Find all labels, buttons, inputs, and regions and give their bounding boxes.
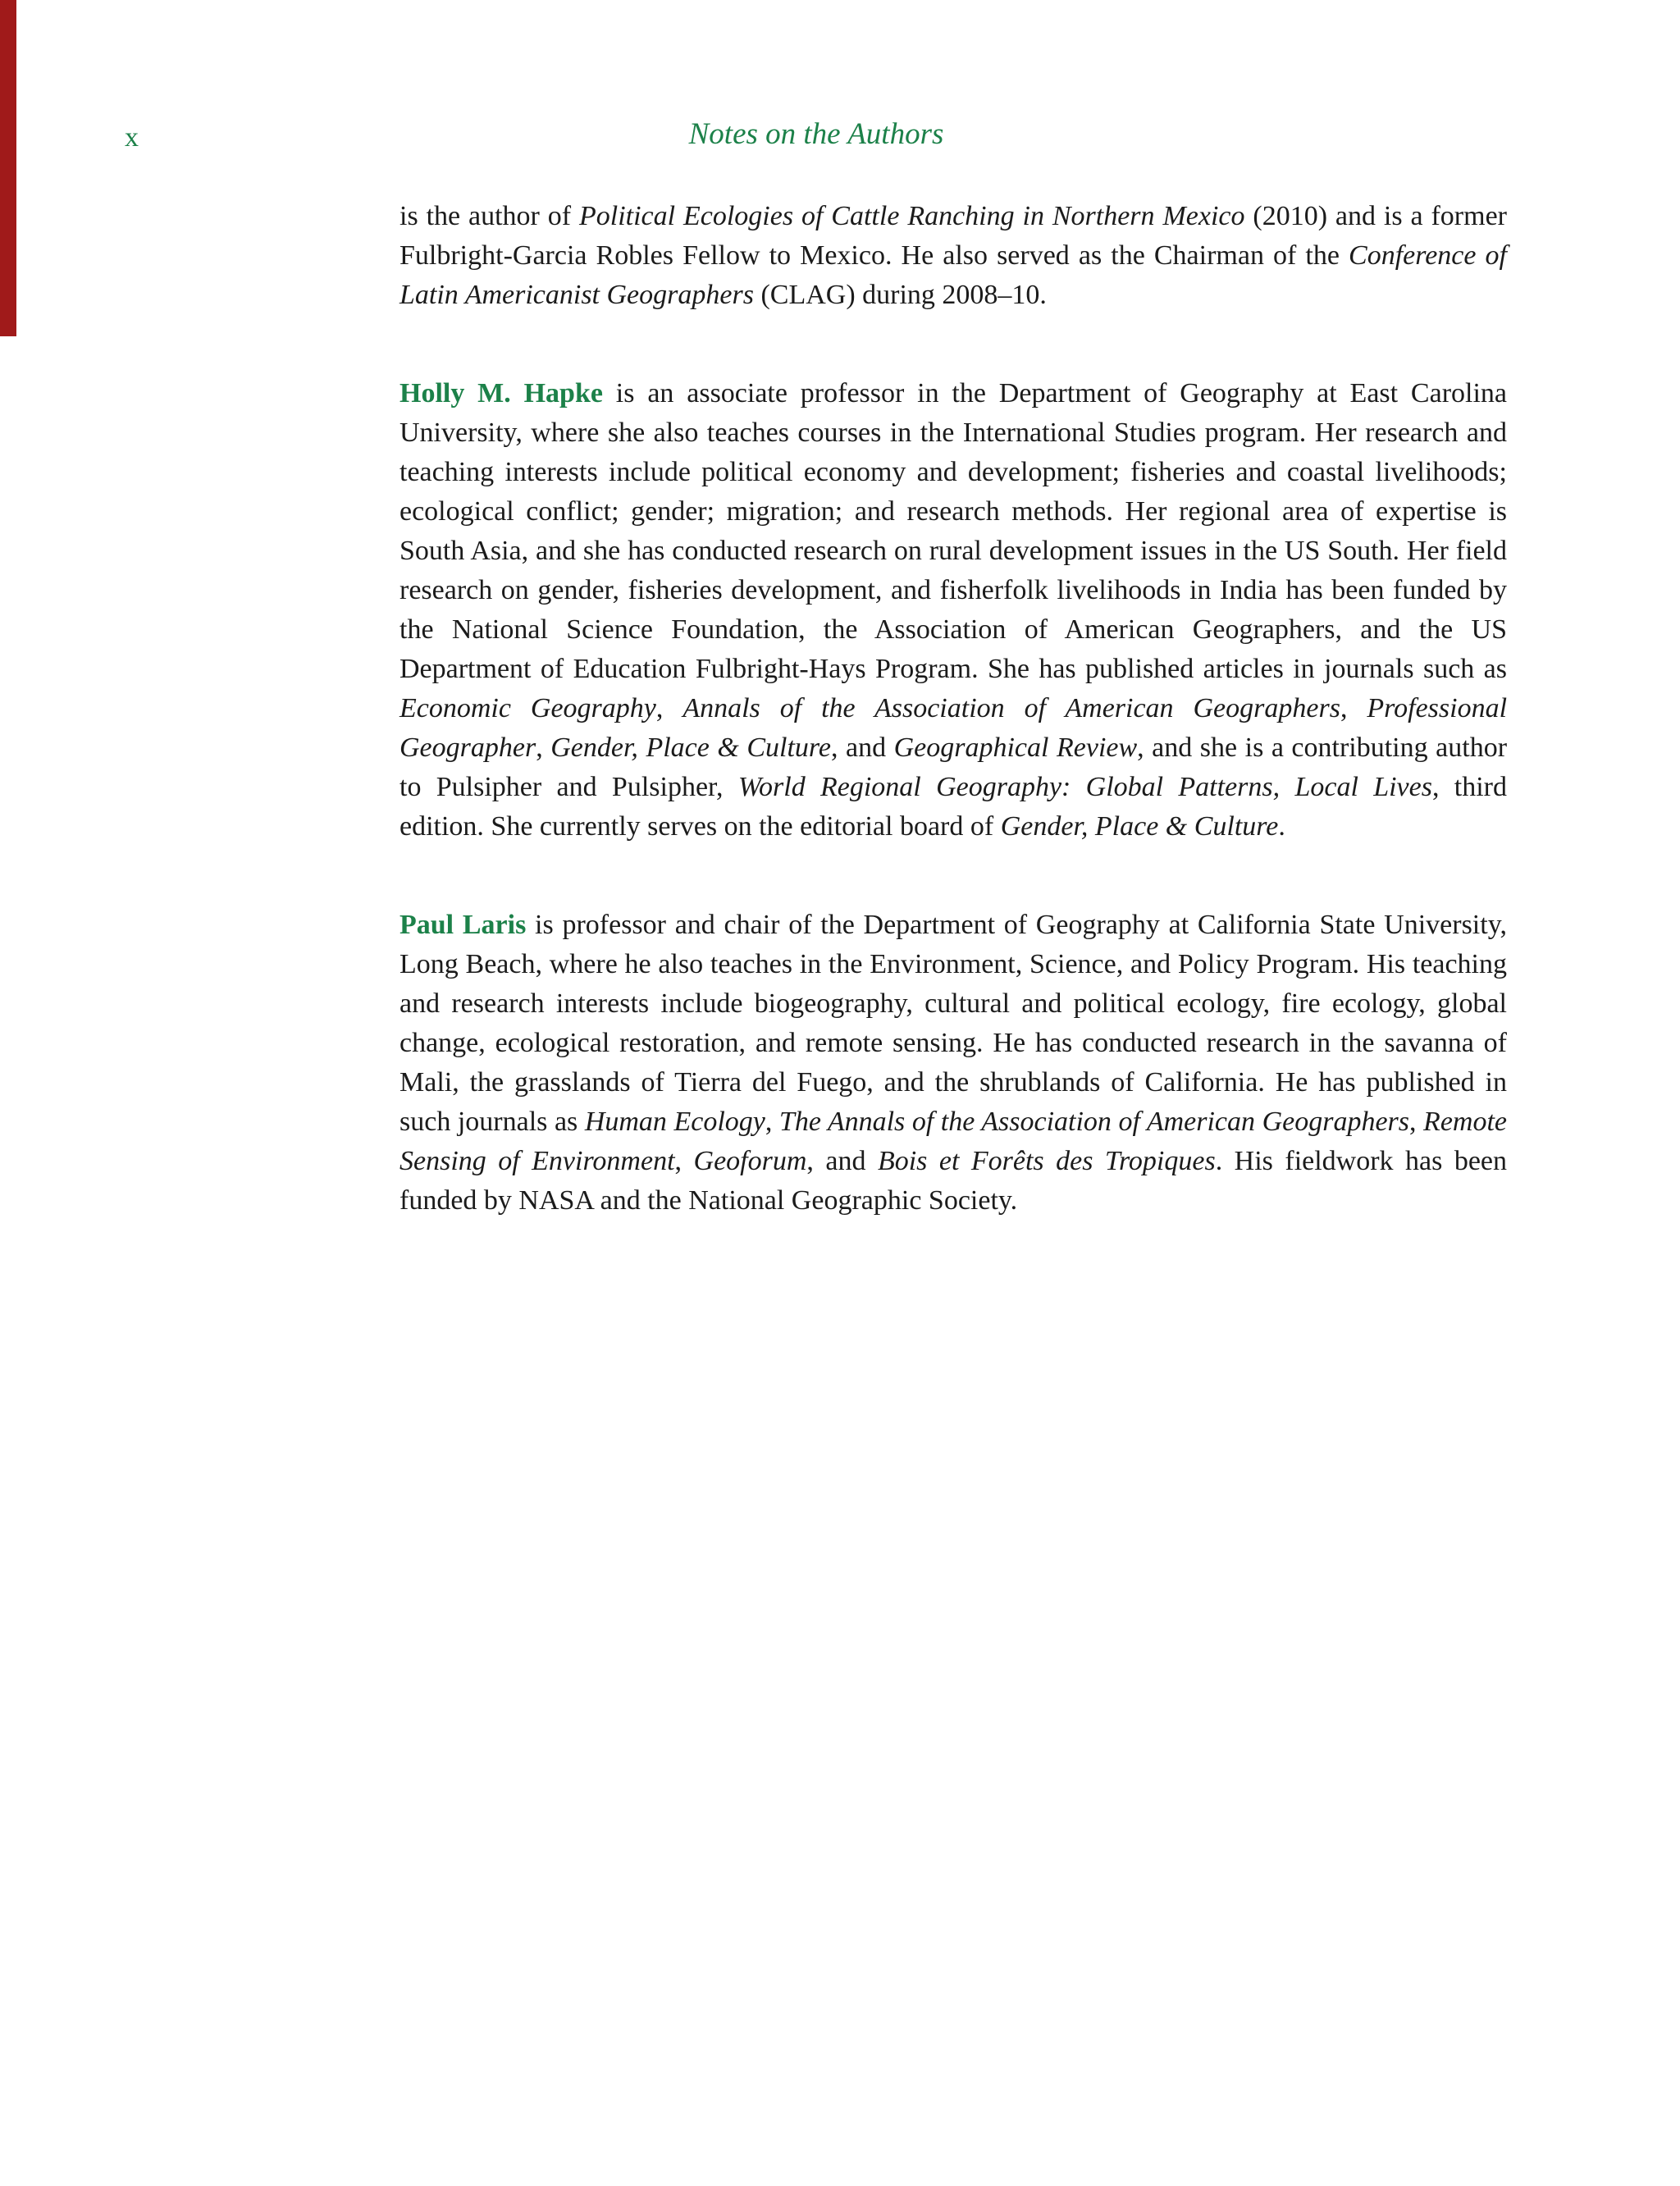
work-title: Professional Geographer	[399, 693, 1508, 763]
work-title: Political Ecologies of Cattle Ranching in Northern Mexico	[579, 201, 1245, 231]
text-run: , and she is a contributing author to Pulsipher and Pulsipher,	[399, 732, 1508, 802]
left-red-ribbon	[0, 0, 16, 336]
running-header: Notes on the Authors	[688, 117, 944, 151]
work-title: Remote Sensing of Environment	[399, 1107, 1507, 1176]
work-title: Geographical Review	[893, 732, 1138, 763]
work-title: Human Ecology	[584, 1107, 765, 1137]
page-number: x	[125, 122, 139, 153]
text-run: . His fieldwork has been funded by NASA and the National Geographic Society.	[399, 1146, 1508, 1216]
paragraph	[399, 374, 1507, 847]
text-run: is an associate professor in the Department of Geography at East Carolina University, where she also teaches courses in the International Studies program. Her research and teaching interests include political economy and development; fisheries and coastal livelihoods; ecological conflict; gender; migration; and research methods. Her regional area of expertise is South Asia, and she has conducted research on rural development issues in the US South. Her field research on gender, fisheries development, and fisherfolk livelihoods in India has been funded by the National Science Foundation, the Association of American Geographers, and the US Department of Education Fulbright-Hays Program. She has published articles in journals such as	[399, 378, 1507, 684]
paragraph	[399, 906, 1507, 1221]
work-title: World Regional Geography: Global Patterns, Local Lives	[737, 772, 1432, 802]
text-run: ,	[765, 1107, 779, 1137]
text-run: ,	[655, 693, 683, 723]
text-run: ,	[1409, 1107, 1424, 1137]
text-run: .	[1278, 811, 1285, 842]
work-title: The Annals of the Association of American Geographers	[778, 1107, 1409, 1137]
work-title: Gender, Place & Culture	[550, 732, 831, 763]
text-run: ,	[1340, 693, 1367, 723]
work-title: Annals of the Association of American Geographers	[682, 693, 1340, 723]
text-run: , and	[806, 1146, 878, 1176]
work-title: Gender, Place & Culture	[1000, 811, 1279, 842]
text-run: ,	[674, 1146, 694, 1176]
author-notes-text	[399, 197, 1507, 1221]
text-run: , third edition. She currently serves on the editorial board of	[399, 772, 1507, 842]
work-title: Conference of Latin Americanist Geographers	[399, 240, 1507, 310]
text-run: , and	[830, 732, 894, 763]
work-title: Bois et Forêts des Tropiques	[877, 1146, 1216, 1176]
work-title: Geoforum	[693, 1146, 807, 1176]
text-run: ,	[536, 732, 551, 763]
text-run: is professor and chair of the Department of Geography at California State University, Long Beach, where he also teaches in the Environment, Science, and Policy Program. His teaching and research interests include biogeography, cultural and political ecology, fire ecology, global change, ecological restoration, and remote sensing. He has conducted research in the savanna of Mali, the grasslands of Tierra del Fuego, and the shrublands of California. He has published in such journals as	[399, 910, 1507, 1137]
text-run: is the author of	[399, 201, 579, 231]
text-run: (CLAG) during 2008–10.	[753, 280, 1047, 310]
paragraph	[399, 197, 1507, 315]
author-name: Holly M. Hapke	[399, 378, 603, 408]
work-title: Economic Geography	[399, 693, 656, 723]
text-run: (2010) and is a former Fulbright-Garcia Robles Fellow to Mexico. He also served as the Chairman of the	[399, 201, 1507, 271]
author-name: Paul Laris	[399, 910, 527, 940]
